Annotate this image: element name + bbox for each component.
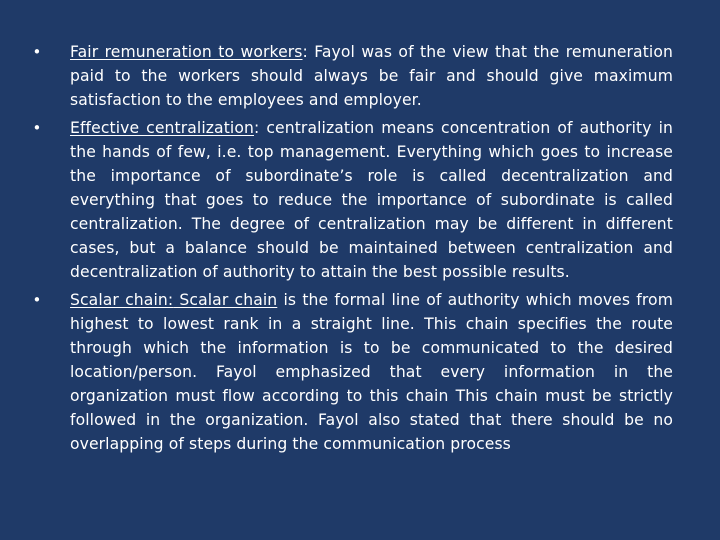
term-scalar-chain: Scalar chain: (70, 291, 174, 309)
point-text: is the formal line of authority which moves from highest to lowest rank in a straight line. This chain specifies the route through which the information is to be communicated to the desired location/person. Fayol emphasized that every information in the organization must flow according to this chain This chain must be strictly followed in the organization. Fayol also stated that there should be no overlapping of steps during the communication process (70, 291, 673, 453)
term-separator: : (254, 119, 260, 137)
bullet-item-fair-remuneration (30, 40, 673, 112)
term-effective-centralization: Effective centralization (70, 119, 254, 137)
bullet-icon: • (32, 291, 42, 309)
bullet-item-effective-centralization (30, 116, 673, 284)
bullet-icon: • (32, 43, 42, 61)
term-scalar-chain-repeat: Scalar chain (173, 291, 278, 309)
bullet-icon: • (32, 119, 42, 137)
term-separator: : (302, 43, 308, 61)
term-fair-remuneration: Fair remuneration to workers (70, 43, 303, 61)
point-text: Fayol was of the view that the remuneration paid to the workers should always be fair and should give maximum satisfaction to the employees and employer. (70, 43, 673, 109)
point-text: centralization means concentration of authority in the hands of few, i.e. top management. Everything which goes to increase the importance of subordinate’s role is called decentralization and everything that goes to reduce the importance of subordinate is called centralization. The degree of centralization may be different in different cases, but a balance should be maintained between centralization and decentralization of authority to attain the best possible results. (70, 119, 673, 281)
bullet-item-scalar-chain (30, 288, 673, 456)
bullet-list (30, 40, 673, 456)
